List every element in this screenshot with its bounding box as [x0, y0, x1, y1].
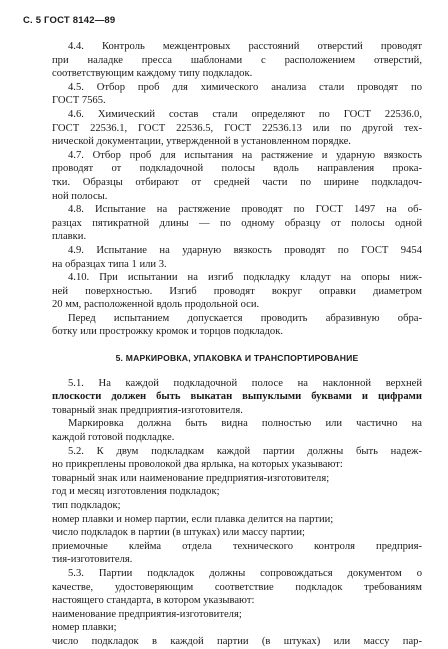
- paragraph-4-8: [52, 203, 422, 244]
- text-line: каждой готовой подкладке.: [52, 432, 175, 444]
- text-line: Перед испытанием допускается проводить абразивную обра-: [68, 312, 422, 324]
- text-line: число подкладок в каждой партии (в штуках) или массу пар-: [52, 635, 422, 647]
- text-line: 4.10. При испытании на изгиб подкладку кладут на опоры ниж-: [68, 272, 422, 284]
- list-item: число подкладок в партии (в штуках) или массу партии;: [52, 527, 305, 539]
- paragraph-4-10: [52, 271, 422, 312]
- paragraph-5-1-marking: [52, 417, 422, 444]
- page-header: С. 5 ГОСТ 8142—89: [23, 15, 116, 26]
- text-line: 4.8. Испытание на растяжение проводят по ГОСТ 1497 на об-: [68, 204, 422, 216]
- text-line: проводят от подкладочной полосы вдоль направления прока-: [52, 163, 422, 175]
- list-item: наименование предприятия-изготовителя;: [52, 608, 242, 620]
- text-line: товарный знак предприятия-изготовителя.: [52, 404, 243, 416]
- text-line: приемочные клейма отдела технического контроля предприя-: [52, 540, 422, 552]
- list-item: тип подкладок;: [52, 500, 121, 511]
- paragraph-4-6: [52, 108, 422, 149]
- text-line: тки. Образцы отбирают от средней части по ширине подкладоч-: [52, 176, 422, 188]
- text-line: плавки.: [52, 231, 87, 243]
- list-item: год и месяц изготовления подкладок;: [52, 486, 220, 498]
- text-line: при наладке пресса шаблонами с расположением отверстий,: [52, 54, 422, 66]
- text-line: плоскости должен быть выкатан выпуклыми буквами и цифрами: [52, 391, 422, 403]
- text-line: 5.3. Партии подкладок должны сопровождаться документом о: [68, 567, 422, 579]
- list-item: товарный знак или наименование предприятия-изготовителя;: [52, 472, 330, 484]
- paragraph-5-1: [52, 377, 422, 418]
- paragraph-5-2: [52, 445, 422, 472]
- document-body: [52, 40, 422, 649]
- text-line: Маркировка должна быть видна полностью или частично на: [68, 418, 422, 430]
- text-line: 5.1. На каждой подкладочной полосе на наклонной верхней: [68, 377, 422, 389]
- text-line: 4.5. Отбор проб для химического анализа стали проводят по: [68, 81, 422, 93]
- text-line: 4.9. Испытание на ударную вязкость проводят по ГОСТ 9454: [68, 244, 422, 256]
- text-line: разцах пятикратной длины — по одному образцу от полосы одной: [52, 217, 422, 229]
- text-line: ГОСТ 22536.1, ГОСТ 22536.5, ГОСТ 22536.13 или по другой тех-: [52, 122, 422, 134]
- paragraph-4-4: [52, 40, 422, 81]
- list-5-2: [52, 472, 422, 567]
- text-line: качестве, удостоверяющим соответствие подкладок требованиям: [52, 581, 422, 593]
- paragraph-4-10-note: [52, 312, 422, 339]
- text-line: нической документации, утвержденной в установленном порядке.: [52, 136, 351, 148]
- text-line: 4.6. Химический состав стали определяют по ГОСТ 22536.0,: [68, 108, 422, 120]
- text-line: ней поверхностью. Изгиб проводят вокруг оправки диаметром: [52, 285, 422, 297]
- text-line: тия-изготовителя.: [52, 554, 133, 566]
- paragraph-4-5: [52, 81, 422, 108]
- text-line: 5.2. К двум подкладкам каждой партии должны быть надеж-: [68, 445, 422, 457]
- text-line: на образцах типа 1 или 3.: [52, 258, 167, 270]
- text-line: 4.4. Контроль межцентровых расстояний отверстий проводят: [68, 41, 422, 52]
- text-line: но прикреплены проволокой два ярлыка, на которых указывают:: [52, 459, 343, 471]
- section-title: 5. МАРКИРОВКА, УПАКОВКА И ТРАНСПОРТИРОВАНИЕ: [115, 353, 359, 364]
- text-line: 4.7. Отбор проб для испытания на растяжение и ударную вязкость: [68, 149, 422, 161]
- text-line: ной полосы.: [52, 190, 108, 202]
- paragraph-4-7: [52, 149, 422, 203]
- paragraph-4-9: [52, 244, 422, 271]
- text-line: соответствующим каждому типу подкладок.: [52, 68, 253, 80]
- text-line: ГОСТ 7565.: [52, 95, 106, 107]
- paragraph-5-3: [52, 567, 422, 608]
- text-line: настоящего стандарта, в котором указывают:: [52, 595, 255, 607]
- text-line: ботку или прострожку кромок и торцов подкладок.: [52, 326, 283, 338]
- list-5-3: [52, 608, 422, 649]
- list-item: номер плавки и номер партии, если плавка делится на партии;: [52, 513, 334, 525]
- list-item: номер плавки;: [52, 622, 117, 634]
- text-line: 20 мм, расположенной вдоль продольной оси.: [52, 299, 260, 311]
